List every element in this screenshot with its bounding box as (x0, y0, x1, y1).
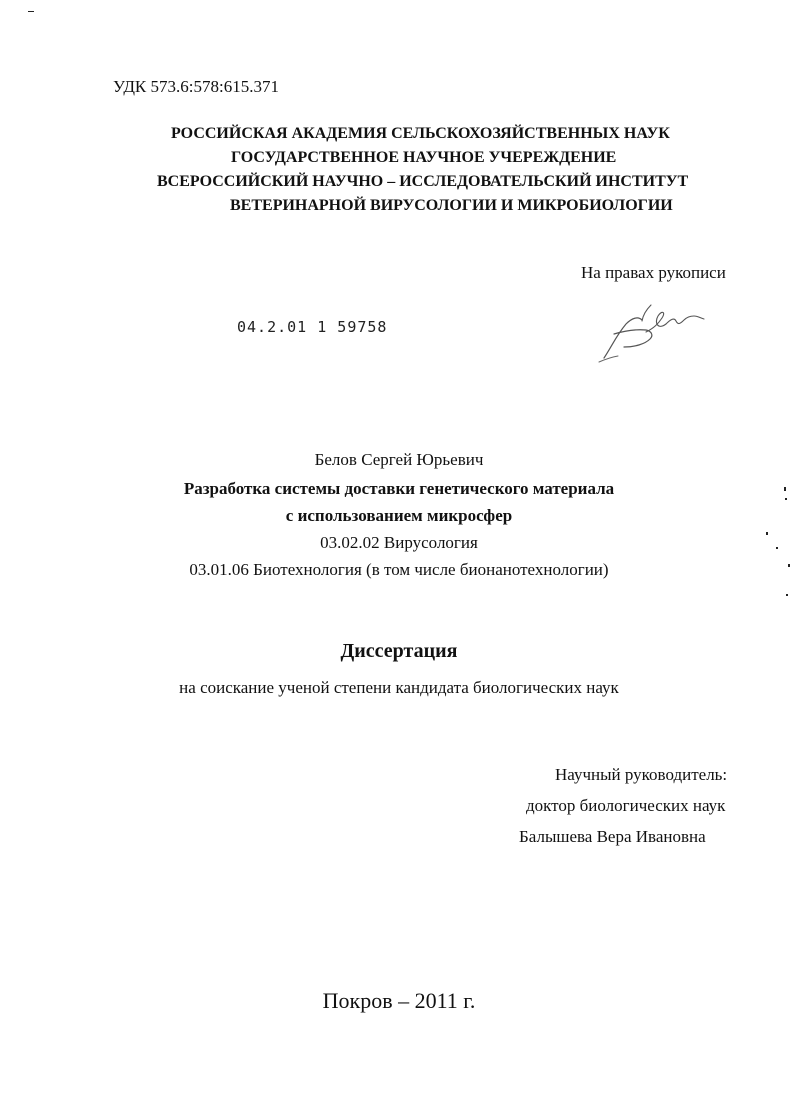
udk-code: УДК 573.6:578:615.371 (113, 77, 279, 96)
author-name: Белов Сергей Юрьевич (314, 450, 484, 469)
scan-mark (785, 498, 787, 500)
dissertation-title-line-1: Разработка системы доставки генетического материала (183, 479, 615, 498)
supervisor-name: Балышева Вера Ивановна (519, 827, 706, 846)
specialty-line-1: 03.02.02 Вирусология (320, 533, 478, 552)
place-and-year: Покров – 2011 г. (322, 988, 476, 1013)
scan-mark (28, 11, 34, 12)
organization-line-1: РОССИЙСКАЯ АКАДЕМИЯ СЕЛЬСКОХОЗЯЙСТВЕННЫХ НАУК (171, 125, 670, 142)
signature-icon (596, 300, 706, 366)
scan-mark (786, 594, 788, 596)
supervisor-degree: доктор биологических наук (526, 796, 726, 815)
scan-mark (766, 532, 768, 535)
scan-mark (784, 487, 786, 491)
scan-mark (788, 564, 790, 567)
registration-stamp: 04.2.01 1 59758 (237, 318, 388, 336)
organization-line-3: ВСЕРОССИЙСКИЙ НАУЧНО – ИССЛЕДОВАТЕЛЬСКИЙ ИНСТИТУТ (157, 173, 689, 190)
dissertation-title-line-2: с использованием микросфер (285, 506, 513, 525)
scan-mark (776, 547, 778, 549)
organization-line-2: ГОСУДАРСТВЕННОЕ НАУЧНОЕ УЧЕРЕЖДЕНИЕ (231, 149, 617, 166)
manuscript-rights-note: На правах рукописи (581, 263, 726, 282)
document-type: Диссертация (340, 640, 458, 662)
specialty-line-2: 03.01.06 Биотехнология (в том числе бионанотехнологии) (189, 560, 609, 579)
organization-line-4: ВЕТЕРИНАРНОЙ ВИРУСОЛОГИИ И МИКРОБИОЛОГИИ (230, 197, 673, 214)
supervisor-label: Научный руководитель: (555, 765, 728, 784)
degree-line: на соискание ученой степени кандидата биологических наук (179, 678, 619, 697)
